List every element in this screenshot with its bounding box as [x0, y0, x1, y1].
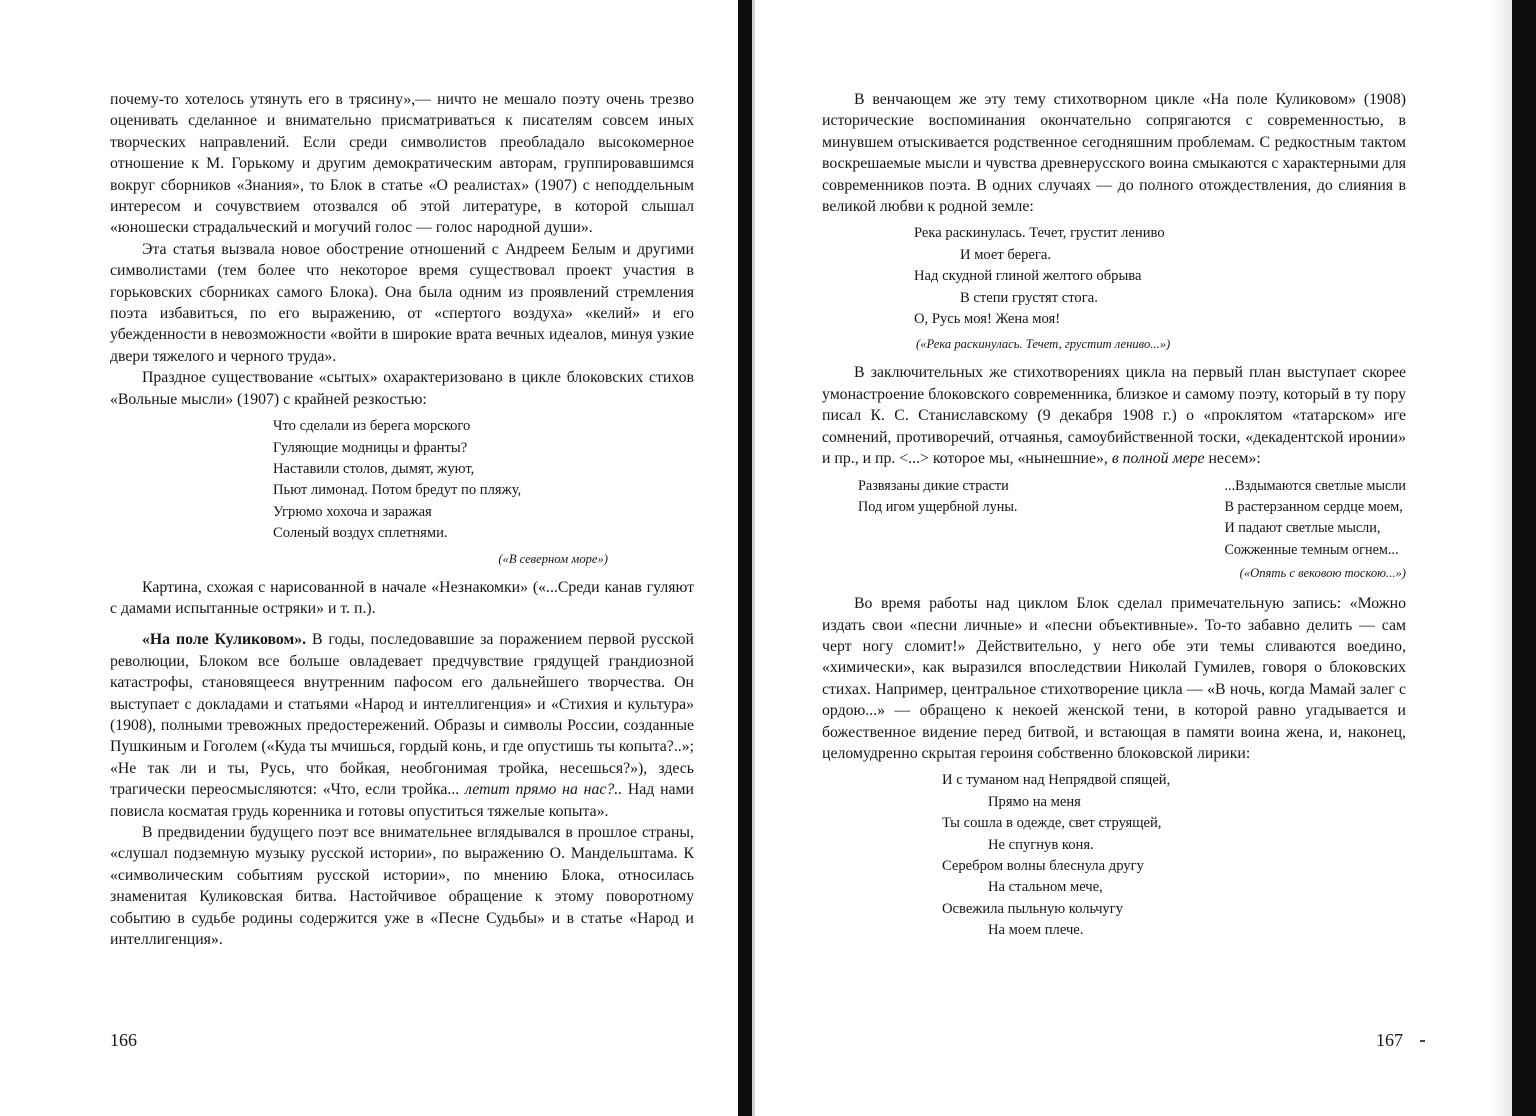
paragraph-text: В заключительных же стихотворениях цикла на первый план выступает скорее умонастроение блоковского современника, близкое и самому поэту, который в ту пору писал К. С. Станиславскому (9 декабря 1908 г.) о «проклятом «татарском» иге сомнений, противоречий, отчаянья, самоубийственной тоски, «декадентской иронии» и пр., и пр. <...> которое мы, «нынешние»,: [822, 364, 1406, 468]
poem-line: Под игом ущербной луны.: [858, 498, 1018, 515]
poem-line: ...Вздымаются светлые мысли: [1224, 477, 1406, 494]
poem-line: Река раскинулась. Течет, грустит лениво: [914, 225, 1165, 242]
scan-mark: [1420, 1040, 1425, 1042]
poem-line: Что сделали из берега морского: [273, 418, 471, 435]
book-spine: [738, 0, 752, 1116]
poem-column-right: [1224, 476, 1406, 562]
paragraph: Праздное существование «сытых» охарактеризовано в цикле блоковских стихов «Вольные мысли» (1907) с крайней резкостью:: [110, 369, 694, 408]
poem-line: В растерзанном сердце моем,: [1224, 498, 1403, 515]
poem-block: [822, 223, 1406, 330]
poem-block: [822, 770, 1406, 941]
poem-line: Сожженные темным огнем...: [1224, 541, 1399, 558]
paragraph: [822, 362, 1406, 469]
poem-line: И падают светлые мысли,: [1224, 520, 1381, 537]
poem-line: Ты сошла в одежде, свет струящей,: [942, 815, 1162, 832]
poem-source: («Река раскинулась. Течет, грустит лениво...»): [916, 337, 1171, 352]
paragraph: Картина, схожая с нарисованной в начале «Незнакомки» («...Среди канав гуляют с дамами испытанные остряки» и т. п.).: [110, 578, 694, 617]
italic-text: в полной мере: [1111, 450, 1205, 468]
section-title: «На поле Куликовом».: [142, 631, 307, 649]
left-page: [0, 0, 738, 1116]
poem-line: В степи грустят стога.: [960, 289, 1098, 306]
poem-line: Пьют лимонад. Потом бредут по пляжу,: [273, 482, 522, 499]
right-page: [755, 0, 1490, 1116]
poem-line: И моет берега.: [960, 246, 1051, 263]
paragraph: В предвидении будущего поэт все внимательнее вглядывался в прошлое страны, «слушал подземную музыку русской истории», по выражению О. Мандельштама. К «символическим событиям русской истории», по мнению Блока, относилась знаменитая Куликовская битва. Настойчивое обращение к этому поворотному событию в судьбе родины содержится уже в «Песне Судьбы» и в статье «Народ и интеллигенция».: [110, 824, 694, 949]
poem-line: Прямо на меня: [988, 793, 1081, 810]
poem-source: («В северном море»): [498, 551, 608, 566]
paragraph-text: несем»:: [1204, 450, 1261, 468]
poem-source: («Опять с вековою тоскою...»): [1239, 566, 1406, 581]
page-edge-shade: [1490, 0, 1512, 1116]
page-number: 167: [1376, 1030, 1403, 1050]
italic-text: летит прямо на нас?..: [464, 781, 623, 799]
poem-line: О, Русь моя! Жена моя!: [914, 311, 1061, 328]
poem-line: Соленый воздух сплетнями.: [273, 525, 448, 542]
page-number: 166: [110, 1030, 137, 1050]
poem-line: На стальном мече,: [988, 879, 1103, 896]
poem-line: Угрюмо хохоча и заражая: [273, 503, 432, 520]
poem-column-left: [822, 476, 1017, 562]
poem-line: Развязаны дикие страсти: [858, 477, 1009, 494]
section-paragraph: [110, 629, 694, 822]
poem-line: На моем плече.: [988, 922, 1084, 939]
poem-line: Серебром волны блеснула другу: [942, 858, 1144, 874]
poem-line: Освежила пыльную кольчугу: [942, 900, 1124, 917]
poem-line: Наставили столов, дымят, жуют,: [273, 460, 475, 477]
left-page-text: [110, 89, 694, 950]
scan-right-border: [1512, 0, 1536, 1116]
paragraph-text: Над нами повисла косматая грудь коренника и готовы опуститься тяжелые копыта».: [110, 781, 694, 820]
paragraph: Эта статья вызвала новое обострение отношений с Андреем Белым и другими символистами (тем более что некоторое время существовал проект участия в горьковских сборниках самого Блока). Она была одним из проявлений стремления поэта избавиться, по его выражению, от «спертого воздуха» «келий» и его убежденности в невозможности «войти в широкие врата вечных идеалов, минуя узкие двери тяжелого и черного труда».: [110, 240, 694, 365]
right-page-text: [822, 89, 1406, 946]
poem-block: [110, 416, 694, 544]
paragraph: почему-то хотелось утянуть его в трясину»,— ничто не мешало поэту очень трезво оценивать сделанное и внимательно присматриваться к писателям совсем иных творческих направлений. Если среди символистов преобладало высокомерное отношение к М. Горькому и другим демократическим авторам, группировавшимся вокруг сборников «Знания», то Блок в статье «О реалистах» (1907) с неподдельным интересом и сочувствием отозвался об этой литературе, в которой слышал «юношески страдальческий и могучий голос — голос народной души».: [110, 91, 694, 237]
poem-line: И с туманом над Непрядвой спящей,: [942, 772, 1171, 789]
paragraph: В венчающем же эту тему стихотворном цикле «На поле Куликовом» (1908) исторические воспоминания окончательно сопрягаются с современностью, в минувшем отыскивается родственное сегодняшним проблемам. С редкостным тактом воскрешаемые мысли и чувства древнерусского воина смыкаются с характерными для современников поэта. В одних случаях — до полного отождествления, до слияния в великой любви к родной земле:: [822, 91, 1406, 216]
poem-line: Не спугнув коня.: [988, 836, 1094, 853]
poem-line: Над скудной глиной желтого обрыва: [914, 268, 1142, 285]
paragraph: Во время работы над циклом Блок сделал примечательную запись: «Можно издать свои «песни личные» и «песни объективные». То-то забавно делить — сам черт ногу сломит!» Действительно, у него обе эти темы сливаются воедино, «химически», как выразился впоследствии Николай Гумилев, говоря о блоковских стихах. Например, центральное стихотворение цикла — «В ночь, когда Мамай залег с ордою...» — обращено к некоей женской тени, в которой равно угадывается и божественное видение перед битвой, и встающая в памяти воина жена, и, наконец, целомудренно скрытая героиня собственно блоковской лирики:: [822, 595, 1406, 762]
poem-line: Гуляющие модницы и франты?: [273, 439, 468, 456]
two-column-poem: [822, 476, 1406, 562]
paragraph-text: В годы, последовавшие за поражением первой русской революции, Блоком все больше овладевает предчувствие грядущей грандиозной катастрофы, становящееся внутренним пафосом его дальнейшего творчества. Он выступает с докладами и статьями «Народ и интеллигенция» и «Стихия и культура» (1908), полными тревожных предостережений. Образы и символы России, созданные Пушкиным и Гоголем («Куда ты мчишься, гордый конь, и где опустишь ты копыта?..»; «Не так ли и ты, Русь, что бойкая, необгонимая тройка, несешься?»), здесь трагически переосмысляются: «Что, если тройка...: [110, 631, 694, 799]
